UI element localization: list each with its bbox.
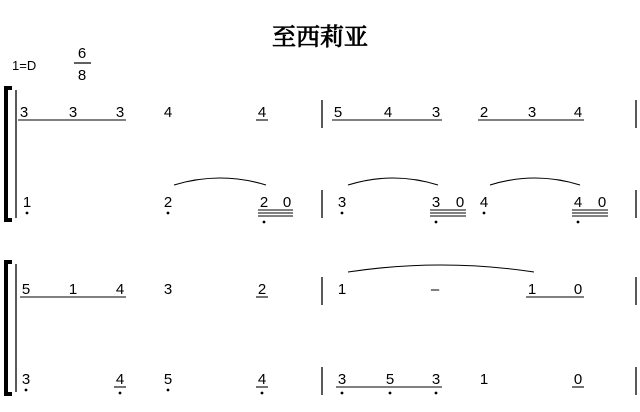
- note: 5: [385, 371, 395, 388]
- measure: [338, 178, 608, 223]
- tie: [490, 178, 580, 185]
- tie: [348, 265, 534, 272]
- key-signature: 1=D: [12, 58, 37, 73]
- note: 0: [573, 371, 583, 388]
- note: 3: [337, 371, 347, 388]
- note: 3: [527, 104, 537, 121]
- system-bracket: [6, 262, 12, 394]
- octave-dot: [25, 389, 28, 392]
- note: 2: [479, 104, 489, 121]
- systems-layer: [6, 88, 636, 395]
- octave-dot: [261, 392, 264, 395]
- note: 0: [282, 194, 292, 211]
- measure: [332, 104, 584, 121]
- note: 3: [431, 104, 441, 121]
- note: 0: [597, 194, 607, 211]
- note: 4: [573, 104, 583, 121]
- time-signature-bottom: 8: [77, 67, 87, 84]
- note: 3: [115, 104, 125, 121]
- octave-dot: [483, 212, 486, 215]
- note: 4: [115, 281, 125, 298]
- octave-dot: [389, 392, 392, 395]
- octave-dot: [119, 392, 122, 395]
- note: 1: [337, 281, 347, 298]
- note: 1: [22, 194, 32, 211]
- note: 4: [115, 371, 125, 388]
- note: 3: [19, 104, 29, 121]
- staff-row: [22, 367, 636, 395]
- octave-dot: [341, 212, 344, 215]
- octave-dot: [435, 392, 438, 395]
- note: 4: [257, 104, 267, 121]
- note: 0: [455, 194, 465, 211]
- note: 3: [431, 371, 441, 388]
- note: 4: [163, 104, 173, 121]
- octave-dot: [167, 389, 170, 392]
- measure: [338, 265, 584, 298]
- note: 0: [573, 281, 583, 298]
- note: 4: [383, 104, 393, 121]
- measure: [336, 371, 584, 394]
- measure: [18, 104, 268, 121]
- note: 1: [479, 371, 489, 388]
- note: 2: [259, 194, 269, 211]
- note: 2: [163, 194, 173, 211]
- note: 1: [527, 281, 537, 298]
- note: 3: [337, 194, 347, 211]
- octave-dot: [26, 212, 29, 215]
- system-bracket: [6, 88, 12, 220]
- note: 5: [21, 281, 31, 298]
- measure: [22, 371, 268, 394]
- note: 4: [573, 194, 583, 211]
- staff-row: [20, 265, 636, 305]
- system-2: [6, 262, 636, 395]
- octave-dot: [341, 392, 344, 395]
- octave-dot: [435, 221, 438, 224]
- measure: [23, 178, 293, 223]
- note: 4: [479, 194, 489, 211]
- note: 3: [68, 104, 78, 121]
- note: 3: [163, 281, 173, 298]
- note: 1: [68, 281, 78, 298]
- octave-dot: [263, 221, 266, 224]
- time-signature-top: 6: [77, 45, 87, 62]
- note: 2: [257, 281, 267, 298]
- note: 5: [163, 371, 173, 388]
- staff-row: [18, 100, 636, 128]
- note: 4: [257, 371, 267, 388]
- note: –: [430, 281, 440, 298]
- note: 3: [21, 371, 31, 388]
- octave-dot: [167, 212, 170, 215]
- song-title: 至西莉亚: [272, 23, 368, 51]
- tie: [174, 178, 266, 185]
- staff-row: [23, 178, 636, 223]
- measure: [20, 281, 268, 298]
- note: 3: [431, 194, 441, 211]
- tie: [348, 178, 438, 185]
- note: 5: [333, 104, 343, 121]
- octave-dot: [577, 221, 580, 224]
- system-1: [6, 88, 636, 223]
